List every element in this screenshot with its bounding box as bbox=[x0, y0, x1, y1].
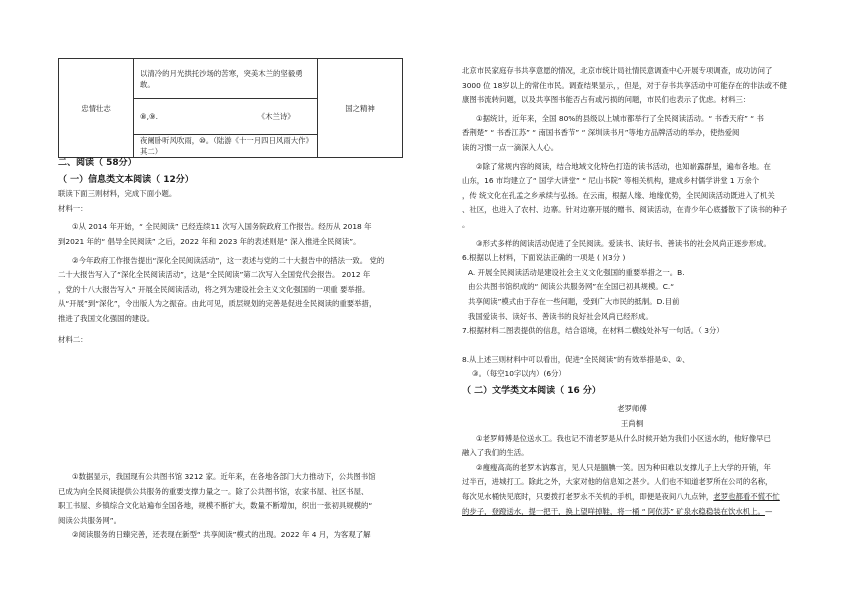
story-line bbox=[462, 505, 802, 520]
table-cell-line2 bbox=[134, 99, 318, 135]
right-text-top bbox=[462, 64, 802, 519]
q6-option: A. 开展全民阅读活动是建设社会主义文化强国的重要举措之一。B. bbox=[468, 267, 685, 277]
m3-line: 读的习惯一点一滴深入人心。 bbox=[462, 142, 559, 152]
m1-paragraph-line: ①从 2014 年开始，“ 全民阅读” 已经连续11 次写入国务院政府工作报告。经历从 2018 年 bbox=[72, 222, 372, 232]
table-blank-8-9: ⑧,⑨. bbox=[140, 112, 158, 121]
material-2-label: 材料二： bbox=[58, 334, 88, 344]
m3-line: ②除了常规内容的阅读，结合地域文化特色打造的读书活动，也知崭露群星，遍布各地。在 bbox=[476, 161, 771, 171]
m3-line: ，传 统文化在孔孟之乡承续与弘扬。在云南，根据人缘、地缘优势，全民阅读活动既进入了机关 bbox=[462, 190, 775, 200]
table-source-mulan: 《木兰诗》 bbox=[257, 112, 295, 121]
poem-table bbox=[58, 58, 403, 158]
question-8-cont: ③。（每空10字以内）(6分） bbox=[472, 369, 566, 379]
question-7: 7.根据材料二图表提供的信息，结合语境，在材料二横线处补写一句话。（ 3分） bbox=[462, 326, 724, 336]
q6-option: 由公共图书馆织成的“ 阅读公共服务网”在全国已初具规模。C.“ bbox=[468, 282, 675, 292]
story-line: 融入了我们的生活。 bbox=[462, 448, 529, 458]
question-6: 6.根据以上材料，下面说法正确的一项是 ( )(3分 ) bbox=[462, 253, 626, 263]
underlined-text: 的步子，登蹬送水，提一把干，换上望咩掉鞋，将一桶 “ 阿依苏” 矿泉水稳稳装在饮水机上。 bbox=[462, 506, 765, 516]
story-line: ①老罗师傅是位送水工。我也记不清老罗是从什么时候开始为我们小区送水的，他好像早已 bbox=[476, 433, 771, 443]
story-line: ②瘦瘦高高的老罗木讷寡言，见人只是腼腆一笑。因为种田难以支撑儿子上大学的开销，年 bbox=[476, 462, 771, 472]
table-row-label: 忠情壮志 bbox=[59, 59, 134, 158]
q6-option: 共享阅读”模式由于存在一些问题，受到广大市民的抵制。D.目前 bbox=[468, 296, 680, 306]
story-line bbox=[462, 490, 802, 505]
m3-line: ①据统计，近年来，全国 80%的县级以上城市都举行了全民阅读活动。“ 书香天府” “ 书 bbox=[476, 113, 764, 123]
survey-line: 北京市民家庭存书共享意愿的情况，北京市统计局社情民意调查中心开展专项调查，成功访问了 bbox=[462, 66, 773, 75]
story-author: 王尚桐 bbox=[620, 419, 644, 429]
material-1-label: 材料一： bbox=[58, 203, 88, 213]
material-2-text bbox=[58, 470, 403, 543]
q6-option: 我国爱读书、读好书、善读书的良好社会风尚已经形成。 bbox=[468, 311, 653, 321]
intro-text: 联读下面三则材料，完成下面小题。 bbox=[58, 189, 177, 199]
survey-line: 3000 位 18岁以上的常住市民。调查结果显示，，但是，对于存书共享活动中可能存在的非法或不健 bbox=[462, 80, 787, 90]
m2-paragraph-line: 阅读公共服务网”。 bbox=[58, 515, 121, 525]
m3-line: 。 bbox=[462, 219, 470, 229]
story-text: — bbox=[764, 506, 773, 516]
m2-paragraph-line: ②阅读服务的日臻完善，还表现在新型“ 共享阅读”模式的出现。2022 年 4 月，为客观了解 bbox=[72, 530, 371, 540]
story-line: 过半百，进城打工。除此之外，大家对他的信息知之甚少。人们也不知道老罗所在公司的名称， bbox=[462, 477, 773, 487]
m3-line: 香荆楚” “ 书香江苏” “ 南国书香节” “ 深圳读书月”等地方品牌活动的举办，使热爱阅 bbox=[462, 128, 740, 138]
table-cell-line1: 以清冷的月光拱托沙场的苦寒，突美木兰的坚毅勇敢。 bbox=[134, 59, 318, 99]
m1-paragraph-line: 到2021 年的“ 倡导全民阅读” 之后，2022 年和 2023 年的表述则是“ 深入推进全民阅读”。 bbox=[58, 236, 361, 246]
reading-block bbox=[58, 156, 403, 347]
question-8: 8.从上述三则材料中可以看出，促进“全民阅读”的有效举措是①、②、 bbox=[462, 354, 690, 364]
m2-paragraph-line: 已成为向全民阅读提供公共服务的重要支撑力量之一。除了公共图书馆，农家书屋、社区书屋、 bbox=[58, 486, 369, 496]
table-cell-line3: 夜阑卧听风吹雨，⑩。（陆游《十一月四日风雨大作》其二） bbox=[134, 135, 318, 158]
story-title: 老罗师傅 bbox=[617, 404, 647, 414]
m1-paragraph-line: ，党的十八大报告写入“ 开展全民阅读活动，将之列为建设社会主义文化强国的一项重 要举措。 bbox=[58, 284, 370, 294]
m3-line: 山东，16 市均建立了“ 国学大讲堂” “ 尼山书院” 等相关机构，建成乡村儒学讲堂 1 万余个 bbox=[462, 176, 760, 186]
m2-paragraph-line: 职工书屋、乡镇综合文化站遍布全国各地，规模不断扩大，数量不断增加，织出一张初具规模的“ bbox=[58, 501, 373, 511]
m1-paragraph-line: 推进了我国文化强国的建设。 bbox=[58, 313, 155, 323]
underlined-text: 老罗也都看不慌不忙 bbox=[713, 492, 780, 502]
m2-paragraph-line: ①数据显示，我国现有公共图书馆 3212 家。近年来，在各地各部门大力推动下，公共图书馆 bbox=[72, 472, 376, 481]
story-text: 每次见水桶快见底时，只要拨打老罗永不关机的手机，即便是夜间八九点钟， bbox=[462, 492, 714, 502]
section-title: 二、阅读（ 58分） bbox=[58, 158, 137, 168]
sub-title-2: （ 二）文学类文本阅读（ 16 分） bbox=[462, 385, 601, 396]
m1-paragraph-line: ②今年政府工作报告提出“深化全民阅读活动”，这一表述与党的二十大报告中的措法一致。 党的 bbox=[72, 255, 385, 265]
m3-line: 、社区，也进入了农村、边寨。针对边寨开展的赠书、阅读活动，在青少年心底播散下了读书的种子 bbox=[462, 205, 788, 215]
m1-paragraph-line: 从“开展”到“深化”，令出版人为之振奋。由此可见，质层规划的完善是促进全民阅读的重要举措， bbox=[58, 299, 377, 309]
survey-line: 康图书流转问题，以及共享图书能否占有或污损的问题，市民们也表示了优虑。材料三： bbox=[462, 95, 751, 105]
m1-paragraph-line: 二十大报告写入了“深化全民阅读活动”，这是“全民阅读”第二次写入全国党代会报告。 2012 年 bbox=[58, 270, 371, 280]
sub-title: （ 一）信息类文本阅读（ 12分） bbox=[58, 174, 194, 185]
m3-line: ③形式多样的阅读活动促进了全民阅读。爱读书、读好书、善读书的社会风尚正逐步形成。 bbox=[476, 238, 771, 248]
table-right-label: 国之精神 bbox=[318, 59, 403, 158]
